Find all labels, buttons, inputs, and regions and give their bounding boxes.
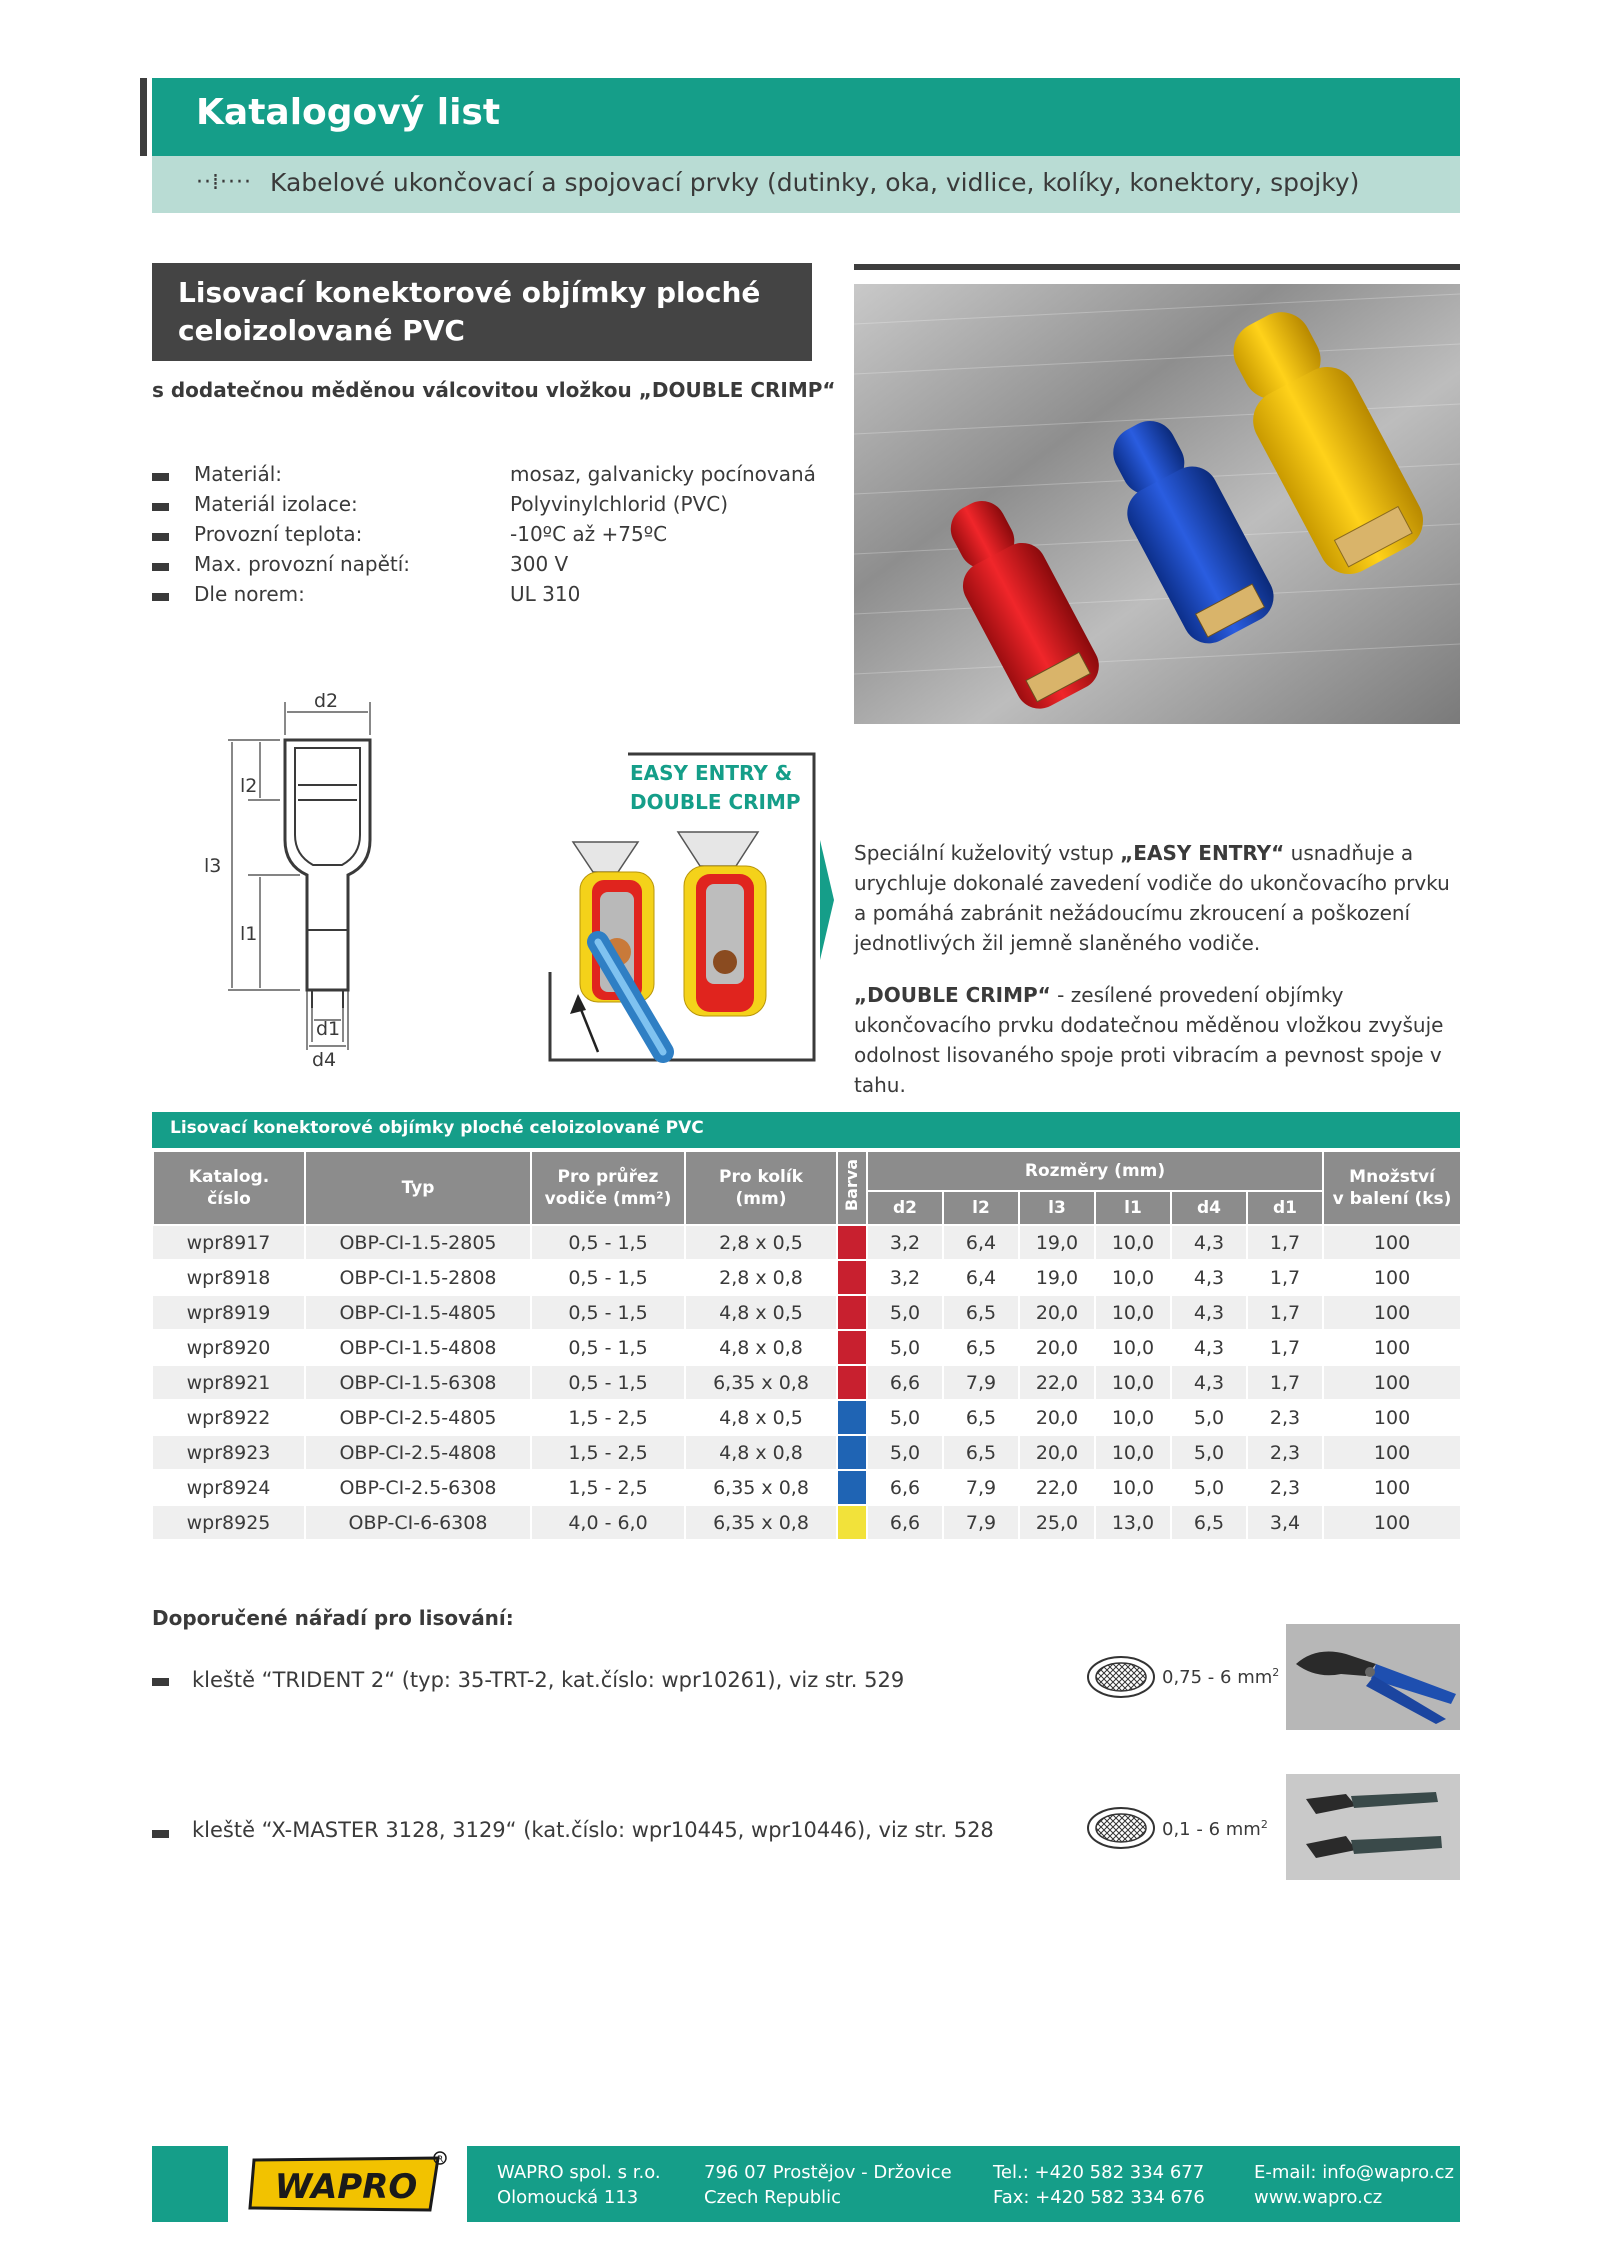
spec-label: Provozní teplota:: [194, 522, 363, 546]
cell-prurez: 0,5 - 1,5: [531, 1330, 685, 1365]
tool-range-xmaster: 0,1 - 6 $mm^2$: [1162, 1818, 1268, 1840]
cell-l3: 19,0: [1019, 1225, 1095, 1260]
spec-value: mosaz, galvanicky pocínovaná: [510, 462, 816, 486]
cell-prurez: 0,5 - 1,5: [531, 1225, 685, 1260]
spec-value: UL 310: [510, 582, 581, 606]
cell-d4: 5,0: [1171, 1435, 1247, 1470]
dots-icon: ··⁞····: [196, 170, 252, 195]
spec-value: 300 V: [510, 552, 569, 576]
dimension-diagram: [190, 690, 430, 1070]
cell-l2: 7,9: [943, 1365, 1019, 1400]
tool-item-xmaster: kleště “X-MASTER 3128, 3129“ (kat.číslo: wpr10445, wpr10446), viz str. 528: [192, 1818, 994, 1842]
cell-kolik: 6,35 x 0,8: [685, 1470, 837, 1505]
cell-d1: 1,7: [1247, 1330, 1323, 1365]
cell-typ: OBP-CI-6-6308: [305, 1505, 531, 1540]
dim-l2-label: l2: [240, 775, 258, 797]
table-row: [153, 1295, 1461, 1330]
cell-d1: 1,7: [1247, 1295, 1323, 1330]
cell-qty: 100: [1323, 1225, 1461, 1260]
cell-kat: wpr8925: [153, 1505, 305, 1540]
cell-kat: wpr8917: [153, 1225, 305, 1260]
inset-arrow: [820, 840, 834, 960]
spec-label: Materiál:: [194, 462, 282, 486]
col-l1: l1: [1095, 1191, 1171, 1225]
product-title-line1: Lisovací konektorové objímky ploché: [178, 276, 761, 309]
cell-d4: 5,0: [1171, 1470, 1247, 1505]
col-d4: d4: [1171, 1191, 1247, 1225]
cell-l1: 10,0: [1095, 1400, 1171, 1435]
cell-d2: 5,0: [867, 1295, 943, 1330]
cell-l1: 10,0: [1095, 1470, 1171, 1505]
col-prurez: Pro průřez vodiče (mm²): [531, 1151, 685, 1225]
cell-l2: 6,5: [943, 1330, 1019, 1365]
cell-qty: 100: [1323, 1295, 1461, 1330]
cell-d2: 3,2: [867, 1260, 943, 1295]
cell-kat: wpr8919: [153, 1295, 305, 1330]
tool-bullet: [152, 1678, 169, 1686]
cell-l1: 10,0: [1095, 1225, 1171, 1260]
col-typ: Typ: [305, 1151, 531, 1225]
spec-bullet: [152, 593, 169, 601]
cell-d2: 5,0: [867, 1400, 943, 1435]
cell-l2: 6,4: [943, 1225, 1019, 1260]
cell-d4: 4,3: [1171, 1225, 1247, 1260]
footer-city: 796 07 Prostějov - Držovice Czech Republic: [704, 2162, 952, 2208]
footer-web[interactable]: www.wapro.cz: [1254, 2187, 1383, 2208]
cell-l1: 10,0: [1095, 1330, 1171, 1365]
color-swatch: [837, 1470, 867, 1505]
cell-l3: 22,0: [1019, 1365, 1095, 1400]
cell-qty: 100: [1323, 1260, 1461, 1295]
tool-photo-trident: [1286, 1624, 1460, 1730]
cell-prurez: 0,5 - 1,5: [531, 1365, 685, 1400]
cell-l3: 22,0: [1019, 1470, 1095, 1505]
cell-qty: 100: [1323, 1470, 1461, 1505]
easy-entry-inset: [548, 752, 816, 1064]
svg-text:R: R: [437, 2155, 444, 2165]
cell-d1: 3,4: [1247, 1505, 1323, 1540]
product-table: [152, 1150, 1462, 1541]
cell-d4: 4,3: [1171, 1295, 1247, 1330]
product-photo: [854, 284, 1460, 724]
tool-range-trident: 0,75 - 6 $mm^2$: [1162, 1666, 1280, 1688]
crimp-profile-icon: [1086, 1806, 1156, 1850]
cell-l2: 6,4: [943, 1260, 1019, 1295]
footer-phone: Tel.: +420 582 334 677 Fax: +420 582 334 676: [993, 2162, 1205, 2208]
cell-l1: 10,0: [1095, 1260, 1171, 1295]
cell-d2: 6,6: [867, 1365, 943, 1400]
col-katalog: Katalog. číslo: [153, 1151, 305, 1225]
cell-prurez: 0,5 - 1,5: [531, 1295, 685, 1330]
page-title: Katalogový list: [196, 92, 501, 133]
table-row: [153, 1400, 1461, 1435]
cell-d2: 6,6: [867, 1470, 943, 1505]
cell-d1: 1,7: [1247, 1260, 1323, 1295]
cell-kolik: 4,8 x 0,5: [685, 1400, 837, 1435]
footer-address: WAPRO spol. s r.o. Olomoucká 113: [497, 2162, 661, 2208]
table-row: [153, 1435, 1461, 1470]
table-row: [153, 1505, 1461, 1540]
cell-l2: 7,9: [943, 1470, 1019, 1505]
color-swatch: [837, 1435, 867, 1470]
cell-kat: wpr8920: [153, 1330, 305, 1365]
spec-bullet: [152, 503, 169, 511]
col-l3: l3: [1019, 1191, 1095, 1225]
color-swatch: [837, 1260, 867, 1295]
product-title: [178, 274, 798, 350]
cell-d4: 4,3: [1171, 1330, 1247, 1365]
cell-l2: 7,9: [943, 1505, 1019, 1540]
cell-qty: 100: [1323, 1400, 1461, 1435]
cell-d4: 4,3: [1171, 1260, 1247, 1295]
page-subtitle: Kabelové ukončovací a spojovací prvky (dutinky, oka, vidlice, kolíky, konektory, spojky): [270, 168, 1360, 197]
cell-d2: 6,6: [867, 1505, 943, 1540]
cell-kat: wpr8922: [153, 1400, 305, 1435]
table-row: [153, 1365, 1461, 1400]
cell-prurez: 1,5 - 2,5: [531, 1470, 685, 1505]
color-swatch: [837, 1225, 867, 1260]
cell-l3: 20,0: [1019, 1435, 1095, 1470]
table-title: Lisovací konektorové objímky ploché celoizolované PVC: [170, 1118, 704, 1138]
cell-d2: 5,0: [867, 1435, 943, 1470]
cell-kolik: 4,8 x 0,5: [685, 1295, 837, 1330]
cell-kolik: 2,8 x 0,5: [685, 1225, 837, 1260]
cell-prurez: 1,5 - 2,5: [531, 1400, 685, 1435]
col-rozmery: Rozměry (mm): [867, 1151, 1323, 1191]
cell-l3: 25,0: [1019, 1505, 1095, 1540]
cell-l3: 19,0: [1019, 1260, 1095, 1295]
cell-d1: 1,7: [1247, 1225, 1323, 1260]
cell-typ: OBP-CI-1.5-4805: [305, 1295, 531, 1330]
color-swatch: [837, 1365, 867, 1400]
table-row: [153, 1225, 1461, 1260]
cell-d2: 3,2: [867, 1225, 943, 1260]
double-crimp-term: „DOUBLE CRIMP“: [854, 983, 1051, 1007]
cell-l3: 20,0: [1019, 1330, 1095, 1365]
cell-l1: 10,0: [1095, 1365, 1171, 1400]
spec-label: Max. provozní napětí:: [194, 552, 411, 576]
inset-title-line1: EASY ENTRY &: [630, 761, 793, 785]
cell-d1: 2,3: [1247, 1435, 1323, 1470]
cell-l3: 20,0: [1019, 1400, 1095, 1435]
cell-kolik: 4,8 x 0,8: [685, 1435, 837, 1470]
cell-kolik: 6,35 x 0,8: [685, 1505, 837, 1540]
cell-prurez: 1,5 - 2,5: [531, 1435, 685, 1470]
color-swatch: [837, 1400, 867, 1435]
spec-bullet: [152, 533, 169, 541]
color-swatch: [837, 1330, 867, 1365]
cell-l1: 10,0: [1095, 1295, 1171, 1330]
dim-d4-label: d4: [312, 1049, 337, 1070]
header-marker: [140, 78, 147, 156]
footer-email[interactable]: E-mail: info@wapro.cz: [1254, 2162, 1454, 2183]
cell-typ: OBP-CI-1.5-2808: [305, 1260, 531, 1295]
col-d2: d2: [867, 1191, 943, 1225]
easy-entry-description: Speciální kuželovitý vstup „EASY ENTRY“ usnadňuje a urychluje dokonalé zavedení vodiče do ukončovacího prvku a pomáhá zabránit nežádoucímu zkroucení a poškození jednotlivých žil jemně slaněného vodiče.: [854, 841, 1450, 955]
tool-photo-xmaster: [1286, 1774, 1460, 1880]
cell-l2: 6,5: [943, 1435, 1019, 1470]
cell-l1: 13,0: [1095, 1505, 1171, 1540]
dim-d1-label: d1: [316, 1018, 341, 1040]
cell-qty: 100: [1323, 1330, 1461, 1365]
col-barva: Barva: [837, 1151, 867, 1225]
spec-label: Materiál izolace:: [194, 492, 358, 516]
cell-d4: 6,5: [1171, 1505, 1247, 1540]
col-mnozstvi: Množství v balení (ks): [1323, 1151, 1461, 1225]
cell-d4: 5,0: [1171, 1400, 1247, 1435]
cell-kolik: 2,8 x 0,8: [685, 1260, 837, 1295]
cell-kat: wpr8923: [153, 1435, 305, 1470]
cell-typ: OBP-CI-1.5-4808: [305, 1330, 531, 1365]
cell-typ: OBP-CI-1.5-6308: [305, 1365, 531, 1400]
cell-d1: 2,3: [1247, 1400, 1323, 1435]
cell-d1: 1,7: [1247, 1365, 1323, 1400]
spec-label: Dle norem:: [194, 582, 305, 606]
cell-qty: 100: [1323, 1505, 1461, 1540]
dim-d2-label: d2: [314, 690, 339, 712]
cell-l2: 6,5: [943, 1295, 1019, 1330]
cell-kat: wpr8924: [153, 1470, 305, 1505]
cell-prurez: 4,0 - 6,0: [531, 1505, 685, 1540]
cell-d2: 5,0: [867, 1330, 943, 1365]
product-subtitle: s dodatečnou měděnou válcovitou vložkou „DOUBLE CRIMP“: [152, 378, 836, 402]
tool-item-trident: kleště “TRIDENT 2“ (typ: 35-TRT-2, kat.číslo: wpr10261), viz str. 529: [192, 1668, 905, 1692]
photo-rule: [854, 264, 1460, 270]
cell-typ: OBP-CI-2.5-6308: [305, 1470, 531, 1505]
col-d1: d1: [1247, 1191, 1323, 1225]
footer-block: [152, 2146, 228, 2222]
cell-typ: OBP-CI-1.5-2805: [305, 1225, 531, 1260]
cell-l1: 10,0: [1095, 1435, 1171, 1470]
cell-qty: 100: [1323, 1435, 1461, 1470]
cell-l2: 6,5: [943, 1400, 1019, 1435]
spec-bullet: [152, 563, 169, 571]
table-row: [153, 1470, 1461, 1505]
dim-l3-label: l3: [204, 855, 222, 877]
double-crimp-description: „DOUBLE CRIMP“ - zesílené provedení objímky ukončovacího prvku dodatečnou měděnou vložkou zvyšuje odolnost lisovaného spoje proti vibracím a pevnost spoje v tahu.: [854, 983, 1444, 1097]
color-swatch: [837, 1505, 867, 1540]
dim-l1-label: l1: [240, 923, 258, 945]
cell-l3: 20,0: [1019, 1295, 1095, 1330]
footer-contact: [1254, 2160, 1454, 2210]
cell-kolik: 4,8 x 0,8: [685, 1330, 837, 1365]
cell-typ: OBP-CI-2.5-4808: [305, 1435, 531, 1470]
svg-text:WAPRO: WAPRO: [274, 2167, 418, 2207]
col-l2: l2: [943, 1191, 1019, 1225]
cell-d4: 4,3: [1171, 1365, 1247, 1400]
wapro-logo: [248, 2150, 448, 2218]
easy-entry-term: „EASY ENTRY“: [1120, 841, 1285, 865]
spec-value: -10ºC až +75ºC: [510, 522, 668, 546]
cell-kolik: 6,35 x 0,8: [685, 1365, 837, 1400]
spec-bullet: [152, 473, 169, 481]
col-kolik: Pro kolík (mm): [685, 1151, 837, 1225]
inset-title-line2: DOUBLE CRIMP: [630, 790, 801, 814]
cell-typ: OBP-CI-2.5-4805: [305, 1400, 531, 1435]
cell-d1: 2,3: [1247, 1470, 1323, 1505]
spec-value: Polyvinylchlorid (PVC): [510, 492, 729, 516]
table-row: [153, 1260, 1461, 1295]
cell-qty: 100: [1323, 1365, 1461, 1400]
tool-bullet: [152, 1830, 169, 1838]
cell-kat: wpr8918: [153, 1260, 305, 1295]
cell-prurez: 0,5 - 1,5: [531, 1260, 685, 1295]
tools-heading: Doporučené nářadí pro lisování:: [152, 1606, 514, 1630]
table-row: [153, 1330, 1461, 1365]
cell-kat: wpr8921: [153, 1365, 305, 1400]
color-swatch: [837, 1295, 867, 1330]
crimp-profile-icon: [1086, 1655, 1156, 1699]
product-title-line2: celoizolované PVC: [178, 314, 465, 347]
